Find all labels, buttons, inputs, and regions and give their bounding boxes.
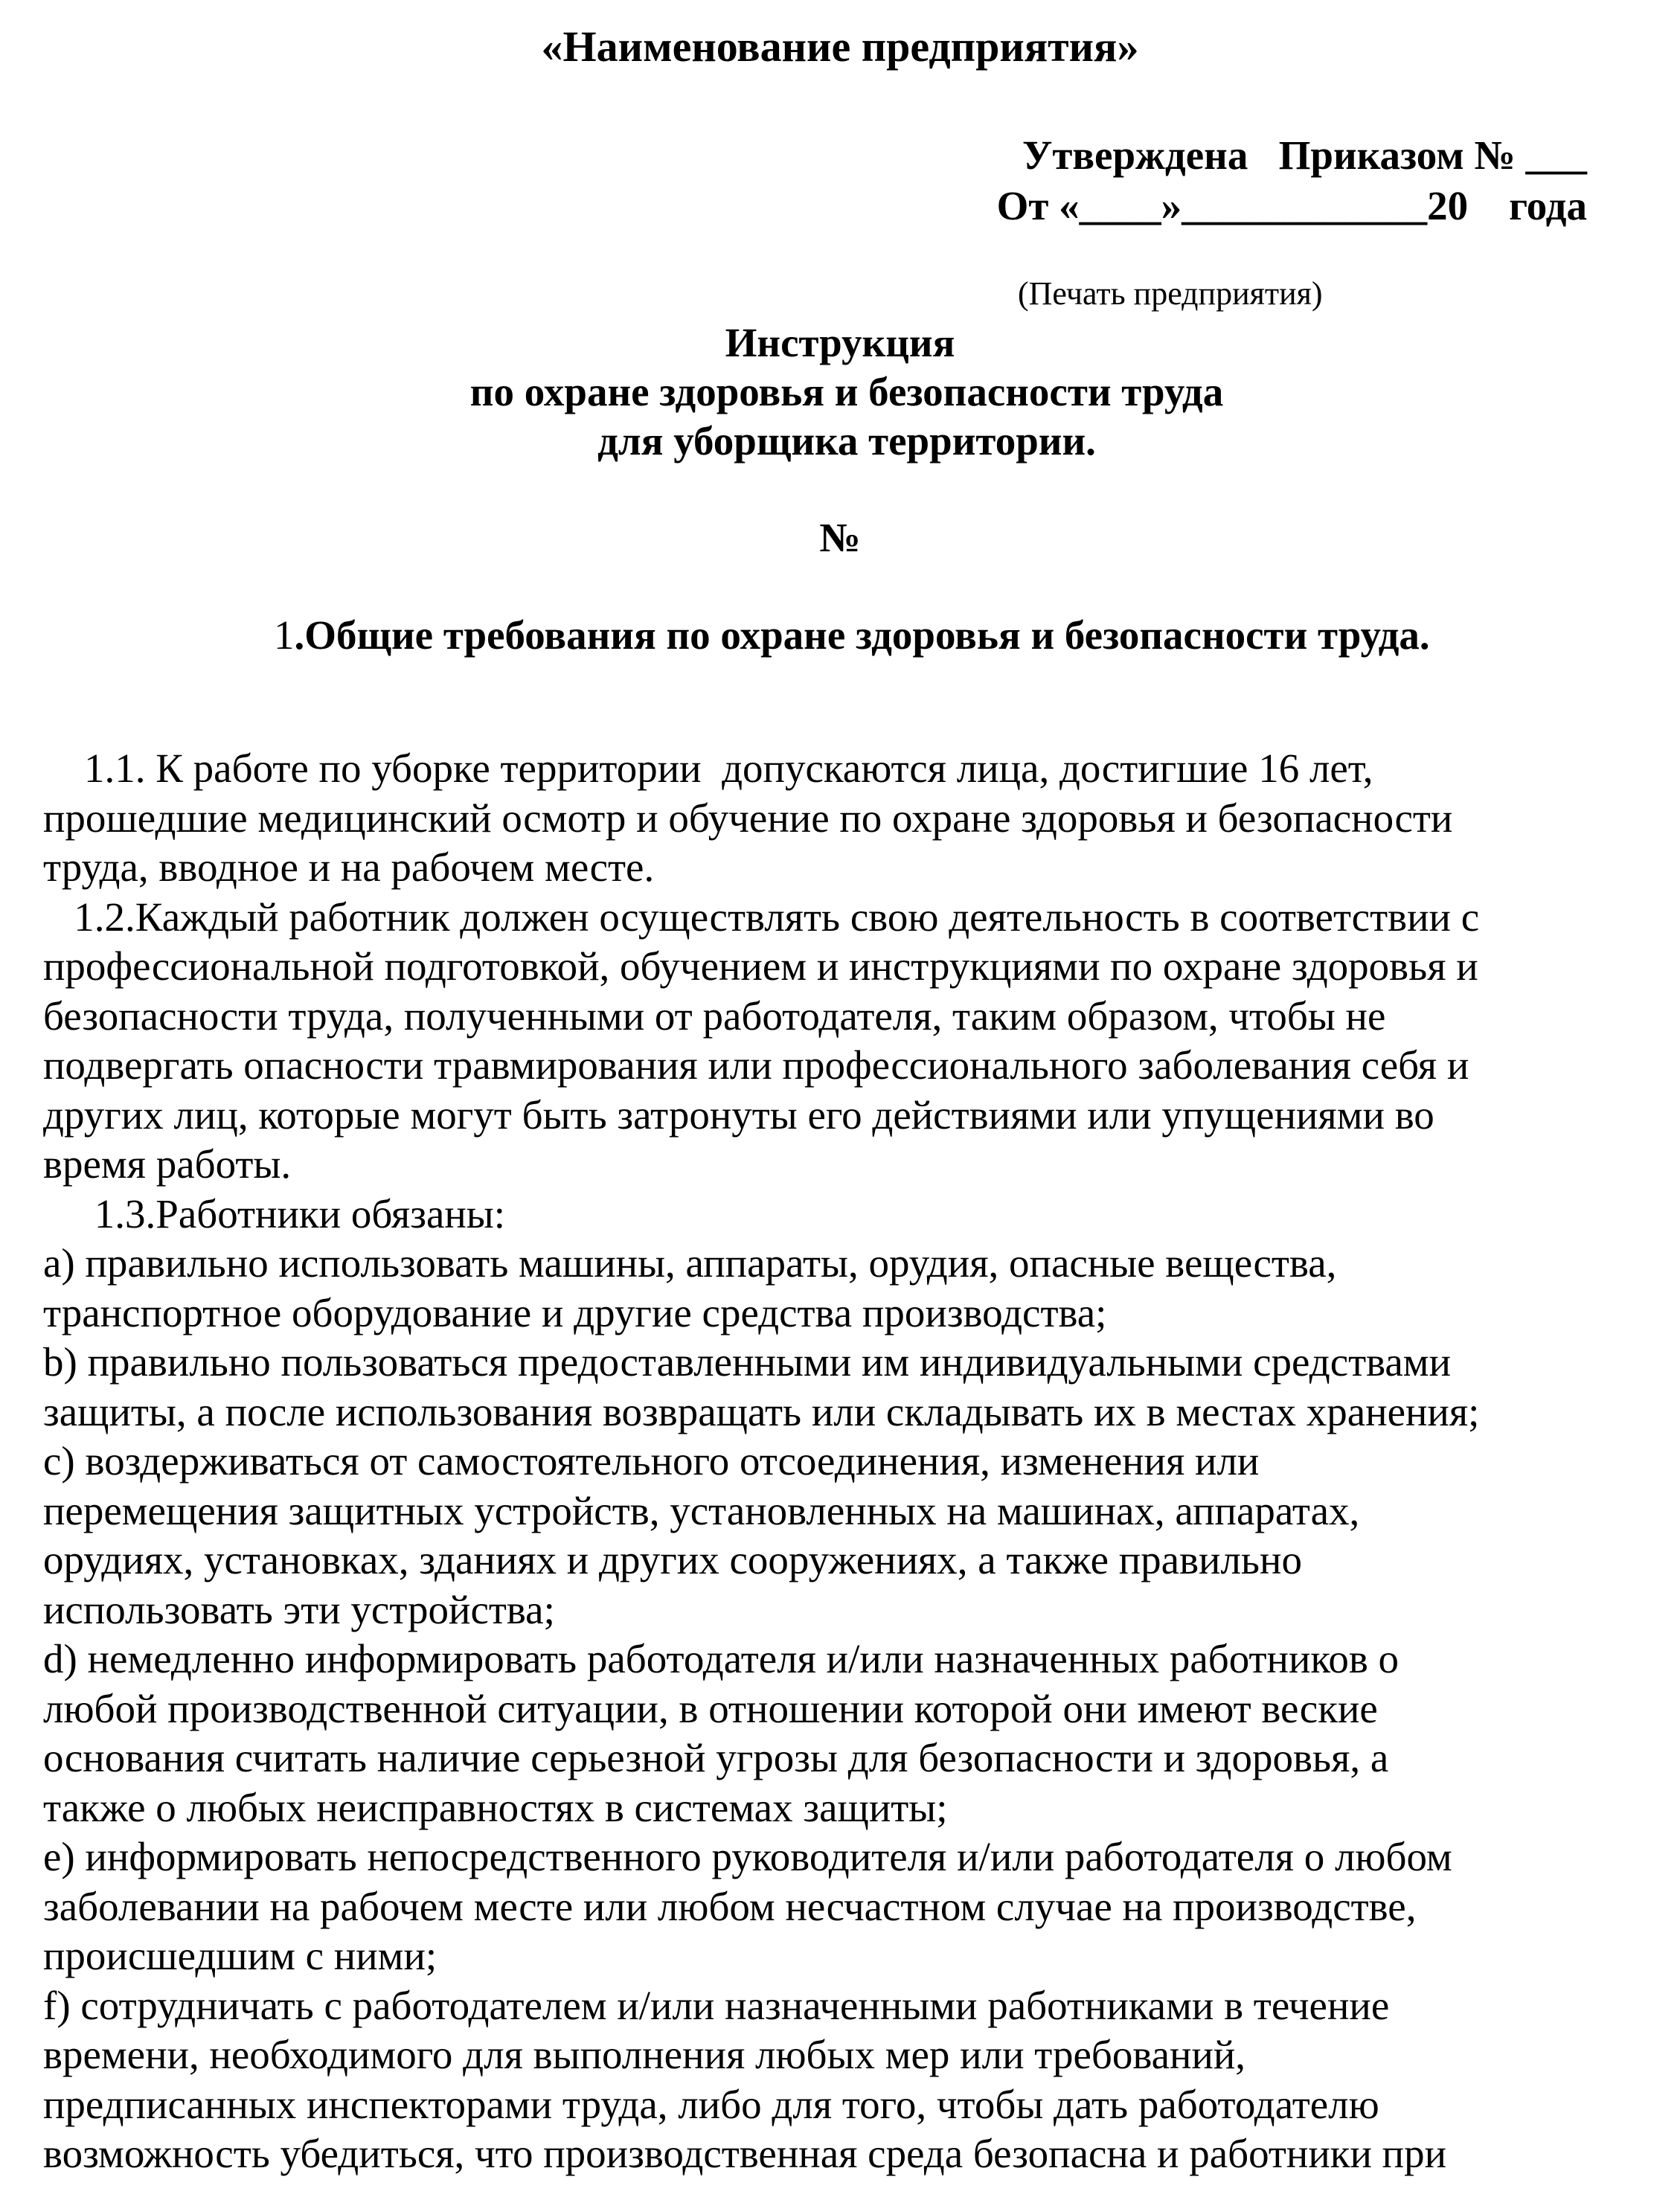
body-line: использовать эти устройства; (43, 1586, 555, 1632)
body-line: e) информировать непосредственного руководителя и/или работодателя о любом (43, 1834, 1452, 1879)
body-line: других лиц, которые могут быть затронуты его действиями или упущениями во (43, 1091, 1434, 1138)
title-line-2: по охране здоровья и безопасности труда (469, 369, 1224, 414)
instruction-number: № (819, 515, 861, 560)
title-line-3: для уборщика территории. (597, 418, 1096, 464)
body-line: 1.2.Каждый работник должен осуществлять свою деятельность в соответствии с (43, 894, 1480, 940)
approval-order-line: Утверждена Приказом № ___ (1022, 132, 1587, 178)
body-line: прошедшие медицинский осмотр и обучение по охране здоровья и безопасности (43, 795, 1453, 841)
body-line: безопасности труда, полученными от работодателя, таким образом, чтобы не (43, 992, 1386, 1039)
body-line: c) воздерживаться от самостоятельного отсоединения, изменения или (43, 1438, 1260, 1484)
section-number: 1 (274, 612, 295, 658)
body-text (43, 744, 1643, 2179)
body-line: труда, вводное и на рабочем месте. (43, 844, 655, 890)
approval-block (997, 130, 1587, 231)
body-line: подвергать опасности травмирования или профессионального заболевания себя и (43, 1042, 1469, 1088)
body-line: время работы. (43, 1141, 292, 1187)
body-line: возможность убедиться, что производственная среда безопасна и работники при (43, 2131, 1447, 2176)
body-line: времени, необходимого для выполнения любых мер или требований, (43, 2032, 1246, 2077)
organization-name: «Наименование предприятия» (541, 22, 1139, 71)
section-heading (274, 610, 1430, 661)
body-line: орудиях, установках, зданиях и других сооружениях, а также правильно (43, 1537, 1302, 1582)
title-line-1: Инструкция (725, 320, 955, 365)
body-line: перемещения защитных устройств, установленных на машинах, аппаратах, (43, 1487, 1360, 1533)
approval-date-line: От «____»____________20 года (996, 183, 1587, 228)
body-line: предписанных инспекторами труда, либо для того, чтобы дать работодателю (43, 2081, 1379, 2127)
body-line: 1.1. К работе по уборке территории допускаются лица, достигшие 16 лет, (43, 745, 1373, 791)
document-title (0, 318, 1680, 466)
body-line: a) правильно использовать машины, аппараты, орудия, опасные вещества, (43, 1240, 1337, 1286)
body-line: любой производственной ситуации, в отношении которой они имеют веские (43, 1685, 1378, 1731)
body-line: d) немедленно информировать работодателя и/или назначенных работников о (43, 1636, 1400, 1681)
body-line: транспортное оборудование и другие средства производства; (43, 1289, 1107, 1335)
body-line: профессиональной подготовкой, обучением и инструкциями по охране здоровья и (43, 943, 1478, 989)
body-line: заболевании на рабочем месте или любом несчастном случае на производстве, (43, 1883, 1417, 1929)
stamp-note: (Печать предприятия) (1018, 275, 1323, 312)
body-line: f) сотрудничать с работодателем и/или назначенными работниками в течение (43, 1982, 1390, 2028)
body-line: 1.3.Работники обязаны: (43, 1190, 506, 1237)
section-title: .Общие требования по охране здоровья и безопасности труда. (294, 612, 1430, 658)
body-line: b) правильно пользоваться предоставленными им индивидуальными средствами (43, 1339, 1452, 1385)
body-line: основания считать наличие серьезной угрозы для безопасности и здоровья, а (43, 1735, 1389, 1780)
body-line: происшедшим с ними; (43, 1933, 437, 1978)
body-line: защиты, а после использования возвращать или складывать их в местах хранения; (43, 1388, 1480, 1434)
body-line: также о любых неисправностях в системах защиты; (43, 1784, 948, 1830)
